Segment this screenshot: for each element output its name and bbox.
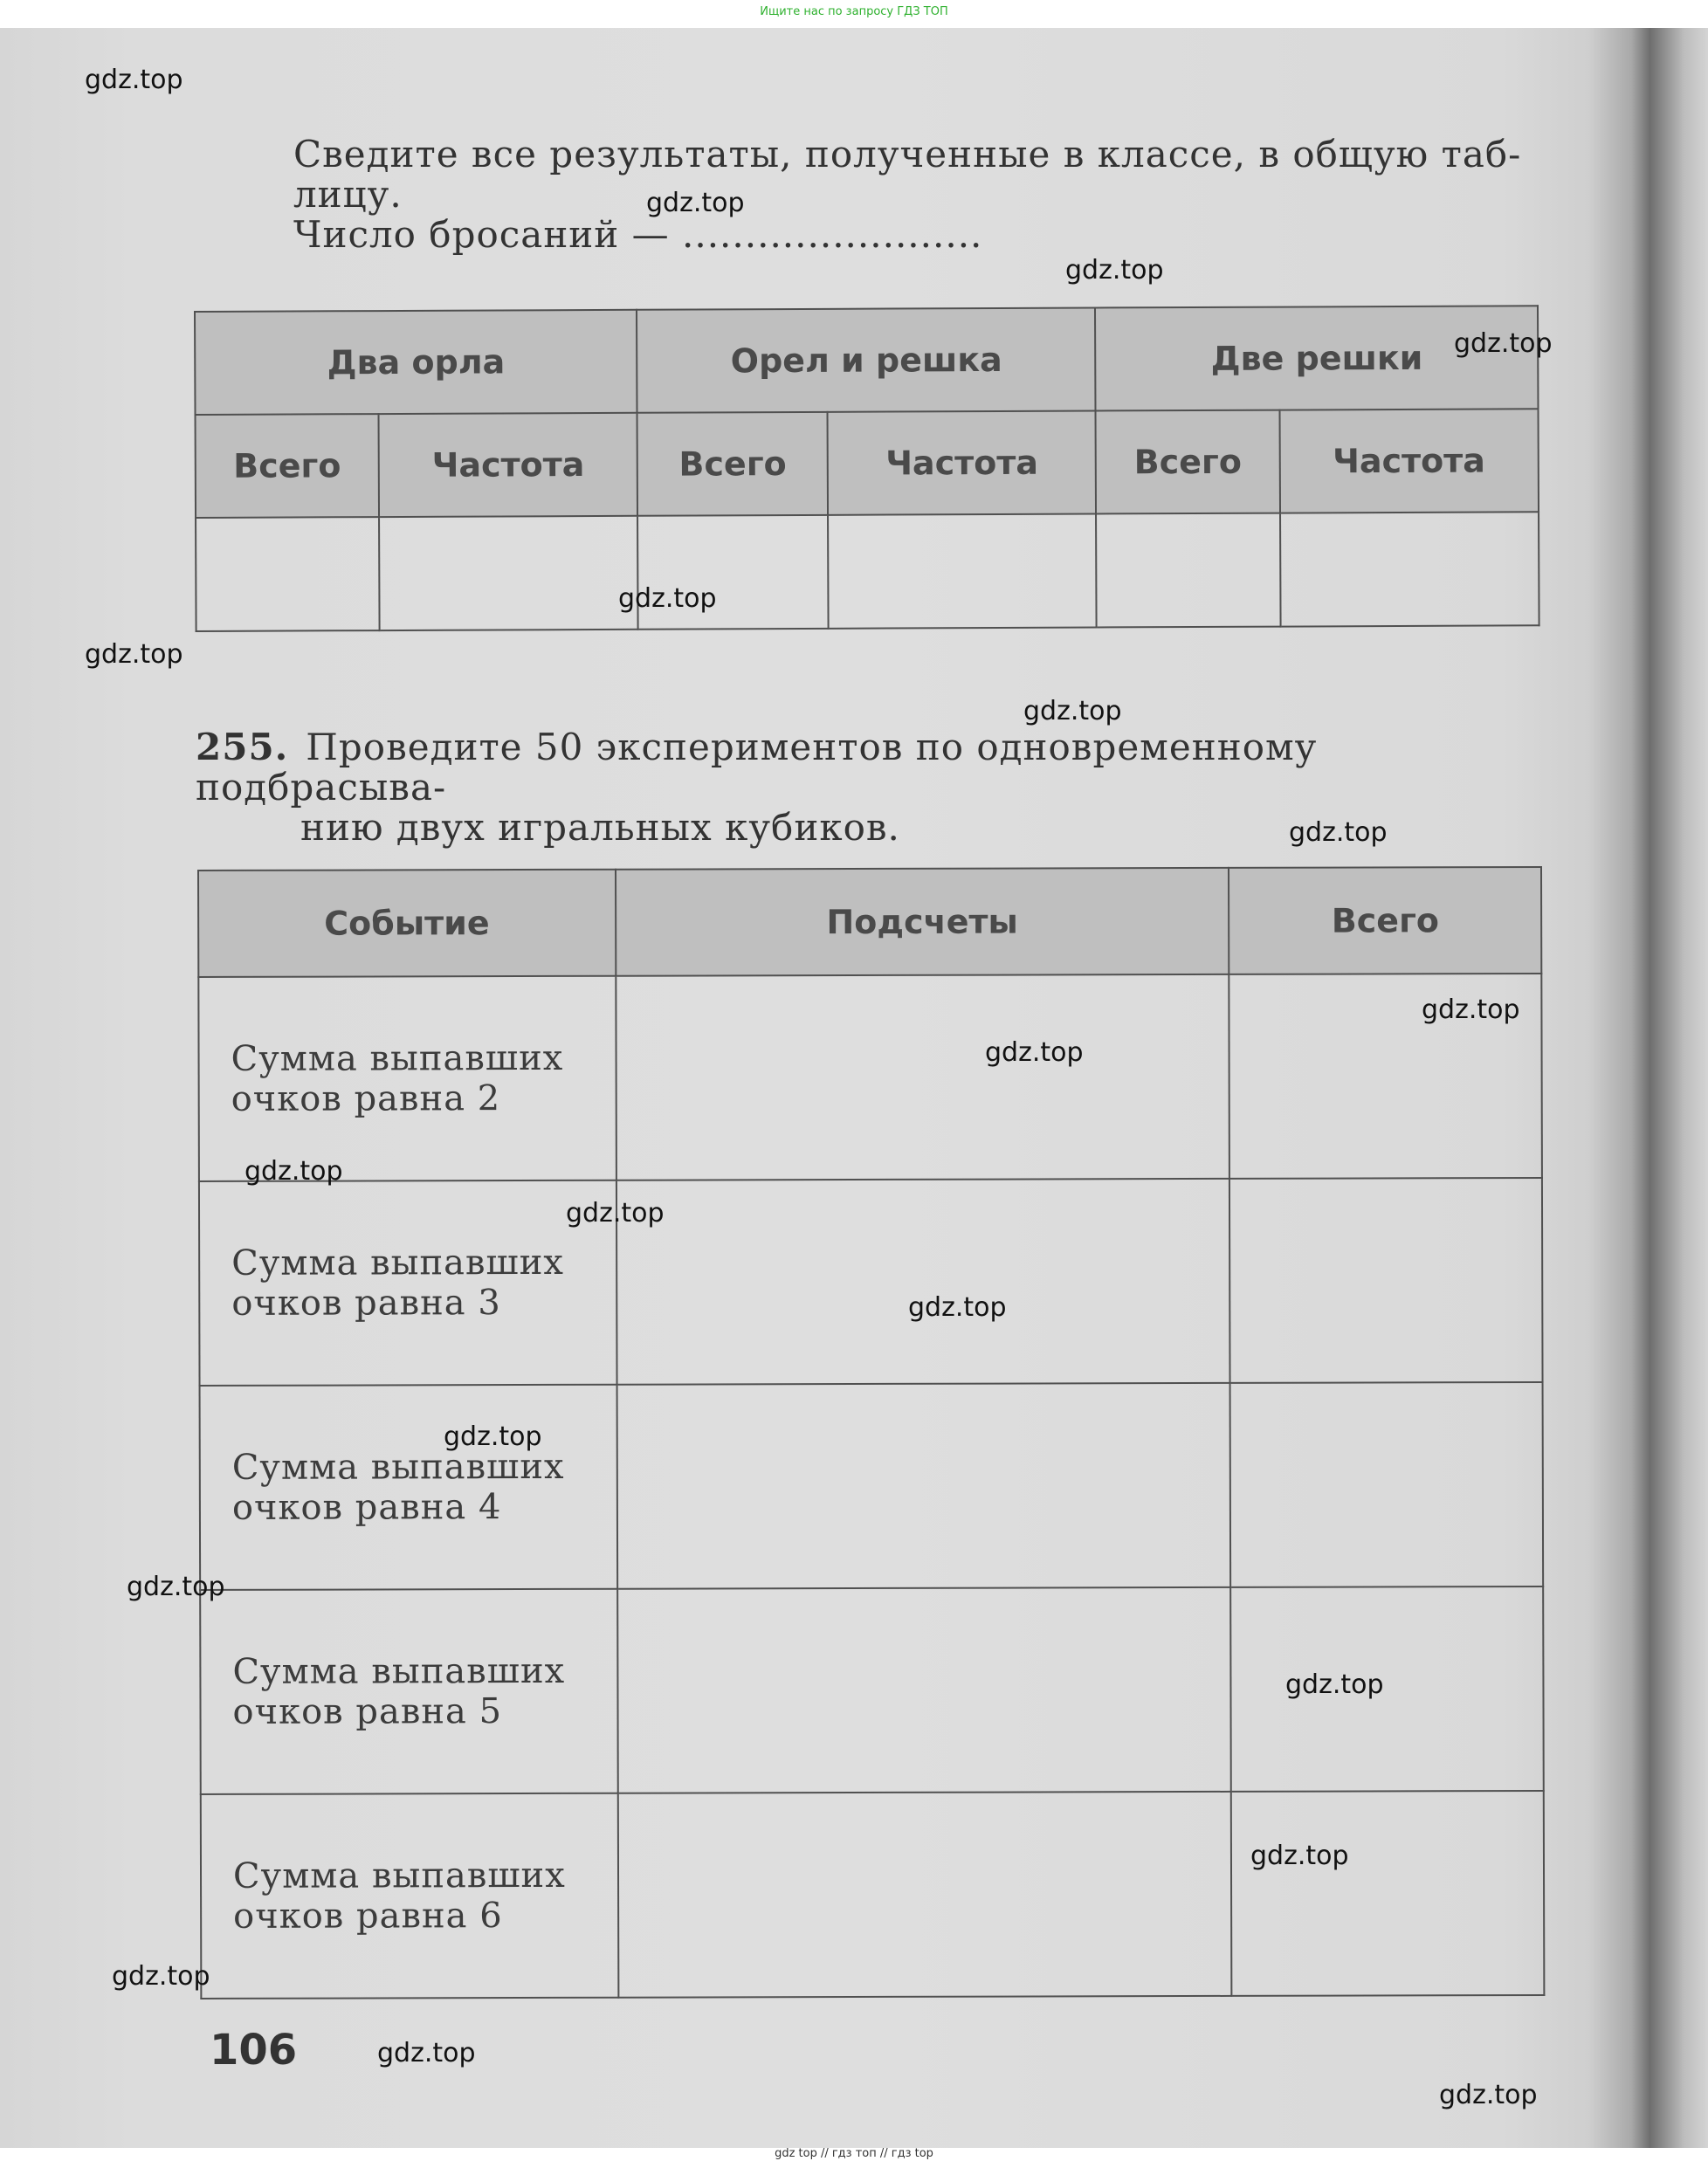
table-row xyxy=(199,1178,1543,1386)
intro-line-3: Число бросаний — ........................ xyxy=(293,213,983,256)
subheader-total: Всего xyxy=(1096,410,1280,514)
total-cell[interactable] xyxy=(1231,1791,1544,1996)
bottom-banner: gdz top // гдз топ // гдз top xyxy=(775,2147,933,2160)
event-line-2: очков равна 2 xyxy=(231,1078,501,1119)
task-number: 255. xyxy=(196,726,289,768)
event-cell xyxy=(201,1793,618,1999)
watermark: gdz.top xyxy=(1285,1669,1384,1700)
watermark: gdz.top xyxy=(1422,995,1520,1025)
tally-cell[interactable] xyxy=(616,974,1230,1180)
watermark: gdz.top xyxy=(566,1198,665,1229)
total-cell[interactable] xyxy=(1229,1178,1542,1383)
event-line-2: очков равна 4 xyxy=(231,1487,502,1528)
watermark: gdz.top xyxy=(244,1156,343,1187)
subheader-total: Всего xyxy=(637,412,828,516)
group-header-head-tail: Орел и решка xyxy=(637,307,1096,412)
intro-text xyxy=(293,134,1533,255)
total-cell[interactable] xyxy=(1231,1586,1544,1792)
blank-cell[interactable] xyxy=(1097,513,1281,628)
event-cell xyxy=(200,1385,617,1590)
header-total: Всего xyxy=(1229,867,1541,974)
tally-cell[interactable] xyxy=(616,1179,1230,1385)
table-row xyxy=(201,1791,1545,1999)
tally-cell[interactable] xyxy=(617,1792,1232,1998)
table-row xyxy=(200,1382,1544,1590)
watermark: gdz.top xyxy=(646,188,745,218)
dice-table xyxy=(197,866,1545,1999)
watermark: gdz.top xyxy=(1454,328,1553,359)
watermark: gdz.top xyxy=(112,1961,210,1992)
watermark: gdz.top xyxy=(1250,1841,1349,1871)
results-table xyxy=(194,305,1540,632)
total-cell[interactable] xyxy=(1230,1382,1543,1587)
header-event: Событие xyxy=(198,870,616,977)
blank-cell[interactable] xyxy=(196,517,380,631)
watermark: gdz.top xyxy=(1023,696,1122,726)
watermark: gdz.top xyxy=(444,1421,542,1452)
table-row xyxy=(198,974,1542,1181)
watermark: gdz.top xyxy=(127,1572,225,1602)
event-line-1: Сумма выпавших xyxy=(231,1037,564,1079)
task-line-1: Проведите 50 экспериментов по одновременному подбрасыва- xyxy=(196,726,1318,809)
event-line-1: Сумма выпавших xyxy=(232,1650,566,1692)
watermark: gdz.top xyxy=(985,1037,1084,1068)
watermark: gdz.top xyxy=(1289,817,1388,848)
watermark: gdz.top xyxy=(85,65,183,95)
blank-cell[interactable] xyxy=(828,513,1097,628)
blank-cell[interactable] xyxy=(379,516,638,630)
group-header-two-tails: Две решки xyxy=(1095,306,1538,410)
subheader-frequency: Частота xyxy=(379,413,638,517)
task-line-2: нию двух игральных кубиков. xyxy=(300,806,900,849)
event-line-2: очков равна 5 xyxy=(232,1691,503,1732)
watermark: gdz.top xyxy=(908,1292,1007,1323)
event-line-2: очков равна 6 xyxy=(233,1896,503,1937)
subheader-total: Всего xyxy=(196,414,380,518)
event-cell xyxy=(199,1180,616,1386)
watermark: gdz.top xyxy=(377,2038,476,2068)
event-line-2: очков равна 3 xyxy=(231,1283,501,1324)
event-cell xyxy=(200,1589,617,1794)
group-header-two-heads: Два орла xyxy=(195,310,637,415)
page-number: 106 xyxy=(210,2026,298,2075)
header-tallies: Подсчеты xyxy=(616,868,1229,976)
watermark: gdz.top xyxy=(1439,2080,1538,2110)
watermark: gdz.top xyxy=(1065,255,1164,286)
top-banner: Ищите нас по запросу ГДЗ ТОП xyxy=(760,5,948,18)
subheader-frequency: Частота xyxy=(1279,409,1539,513)
watermark: gdz.top xyxy=(618,583,717,614)
blank-cell[interactable] xyxy=(1280,512,1539,626)
tally-cell[interactable] xyxy=(616,1383,1231,1589)
event-cell xyxy=(198,976,616,1181)
watermark: gdz.top xyxy=(85,639,183,670)
intro-line-2: лицу. xyxy=(293,173,403,216)
event-line-1: Сумма выпавших xyxy=(231,1242,564,1284)
event-line-1: Сумма выпавших xyxy=(231,1446,565,1488)
event-line-1: Сумма выпавших xyxy=(232,1855,566,1896)
subheader-frequency: Частота xyxy=(828,410,1097,514)
tally-cell[interactable] xyxy=(617,1587,1232,1793)
intro-line-1: Сведите все результаты, полученные в классе, в общую таб- xyxy=(293,133,1522,176)
